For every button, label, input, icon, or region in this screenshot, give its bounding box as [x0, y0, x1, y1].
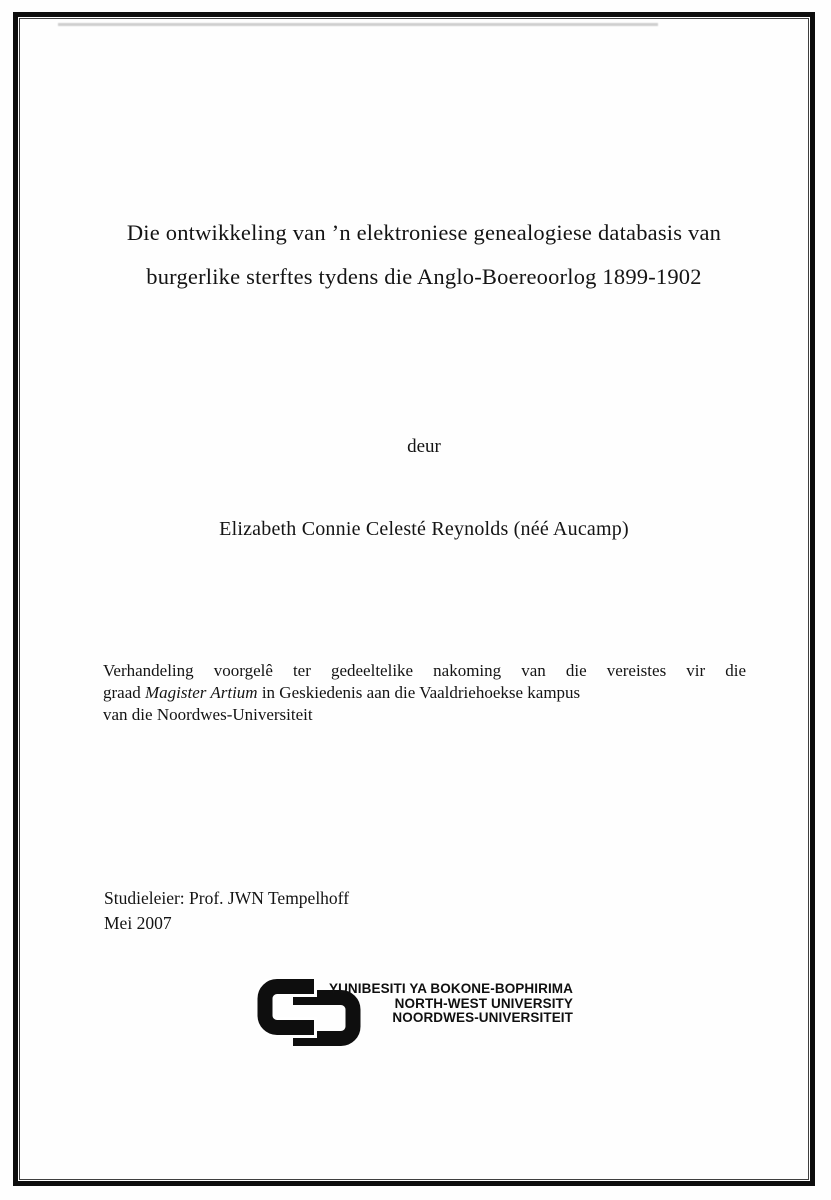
declaration-line2: [103, 682, 746, 704]
degree-declaration: [103, 660, 746, 726]
thesis-title-line1: Die ontwikkeling van ’n elektroniese genealogiese databasis van: [126, 220, 722, 245]
thesis-title-line2: burgerlike sterftes tydens die Anglo-Boereoorlog 1899-1902: [146, 264, 702, 289]
declaration-line1: Verhandeling voorgelê ter gedeeltelike nakoming van die vereistes vir die: [103, 661, 746, 680]
logo-text-setswana: YUNIBESITI YA BOKONE-BOPHIRIMA: [328, 981, 573, 996]
scan-smudge: [58, 23, 658, 26]
degree-name-italic: Magister Artium: [145, 683, 258, 702]
declaration-line3: van die Noordwes-Universiteit: [103, 705, 313, 724]
date-line: Mei 2007: [104, 913, 172, 933]
byline-deur: deur: [407, 436, 441, 457]
author-name: Elizabeth Connie Celesté Reynolds (néé Aucamp): [219, 518, 629, 540]
declaration-line2-pre: graad: [103, 683, 146, 702]
university-logo-text: [327, 982, 573, 1026]
university-logo: [257, 977, 587, 1052]
supervisor-block: [104, 886, 349, 936]
declaration-line2-post: in Geskiedenis aan die Vaaldriehoekse kampus: [257, 683, 581, 702]
thesis-title: [100, 211, 748, 299]
supervisor-line: Studieleier: Prof. JWN Tempelhoff: [104, 888, 350, 908]
logo-text-afrikaans: NOORDWES-UNIVERSITEIT: [392, 1010, 573, 1026]
logo-text-english: NORTH-WEST UNIVERSITY: [394, 995, 573, 1011]
